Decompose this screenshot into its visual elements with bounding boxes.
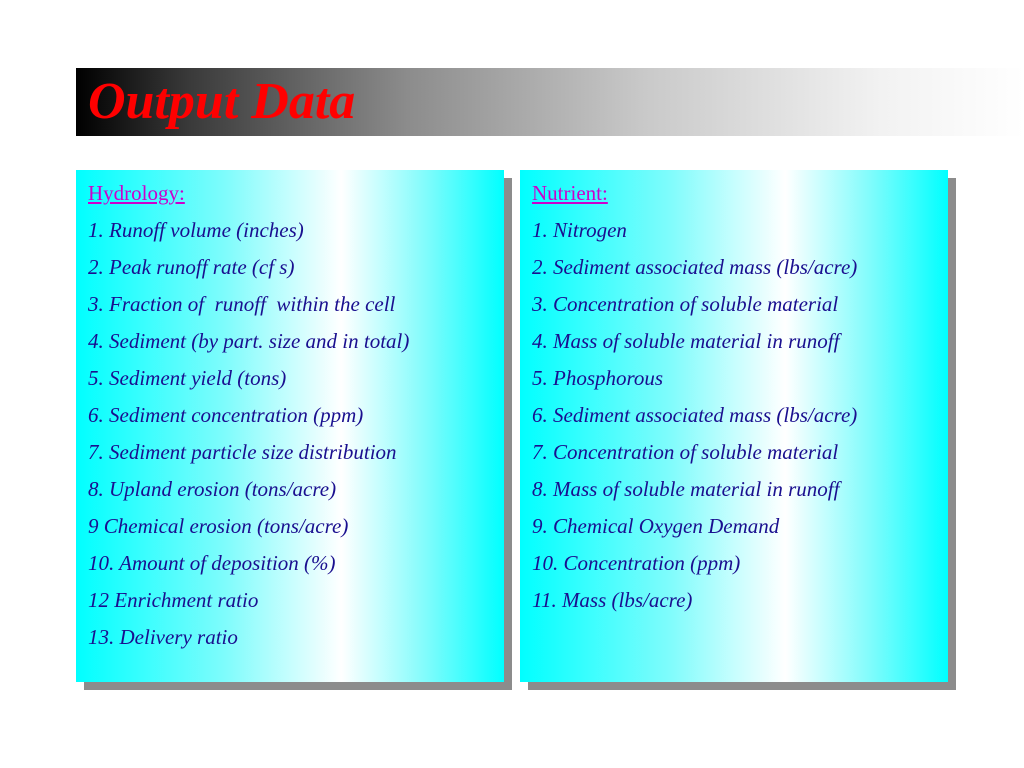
hydrology-panel (76, 170, 504, 682)
nutrient-heading: Nutrient: (532, 181, 608, 205)
list-item: 12 Enrichment ratio (88, 588, 259, 612)
list-item: 8. Mass of soluble material in runoff (532, 477, 840, 501)
list-item: 2. Sediment associated mass (lbs/acre) (532, 255, 858, 279)
list-item: 3. Fraction of runoff within the cell (88, 292, 396, 316)
list-item: 10. Concentration (ppm) (532, 551, 741, 575)
list-item: 6. Sediment associated mass (lbs/acre) (532, 403, 858, 427)
list-item: 7. Concentration of soluble material (532, 440, 839, 464)
list-item: 1. Nitrogen (532, 218, 627, 242)
list-item: 6. Sediment concentration (ppm) (88, 403, 364, 427)
list-item: 10. Amount of deposition (%) (88, 551, 336, 575)
list-item: 7. Sediment particle size distribution (88, 440, 397, 464)
list-item: 13. Delivery ratio (88, 625, 238, 649)
title-bar (76, 68, 1024, 136)
nutrient-list (532, 217, 936, 614)
list-item: 3. Concentration of soluble material (532, 292, 839, 316)
list-item: 4. Mass of soluble material in runoff (532, 329, 840, 353)
hydrology-heading: Hydrology: (88, 181, 185, 205)
slide-title: Output Data (88, 73, 356, 130)
list-item: 1. Runoff volume (inches) (88, 218, 304, 242)
list-item: 9. Chemical Oxygen Demand (532, 514, 780, 538)
nutrient-panel (520, 170, 948, 682)
list-item: 2. Peak runoff rate (cf s) (88, 255, 295, 279)
list-item: 5. Sediment yield (tons) (88, 366, 287, 390)
list-item: 9 Chemical erosion (tons/acre) (88, 514, 349, 538)
hydrology-list (88, 217, 492, 651)
list-item: 8. Upland erosion (tons/acre) (88, 477, 337, 501)
list-item: 4. Sediment (by part. size and in total) (88, 329, 410, 353)
list-item: 11. Mass (lbs/acre) (532, 588, 693, 612)
list-item: 5. Phosphorous (532, 366, 664, 390)
